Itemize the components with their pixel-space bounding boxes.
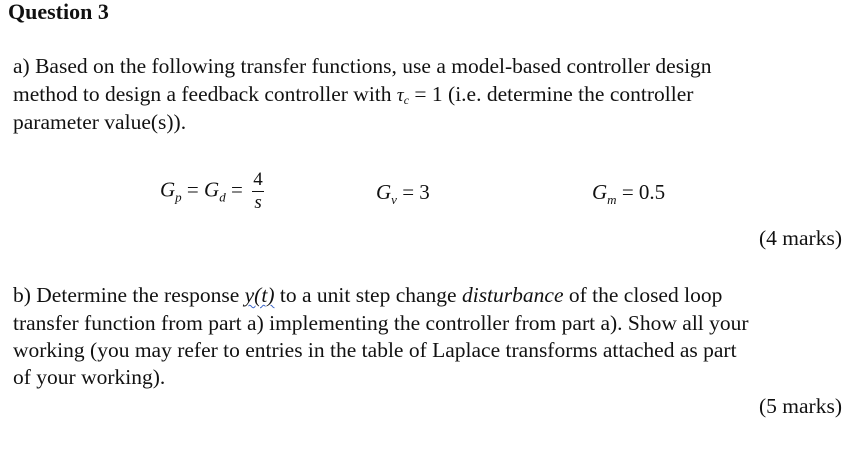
part-b-line-1-pre: b) Determine the response — [13, 283, 245, 307]
part-b-line-3: working (you may refer to entries in the table of Laplace transforms attached as part — [13, 338, 737, 362]
part-b-line-2: transfer function from part a) implementing the controller from part a). Show all your — [13, 311, 749, 335]
gp-subscript: p — [175, 189, 182, 205]
gm-equation — [592, 180, 665, 208]
gp-equals: = — [181, 177, 205, 202]
tau-c-symbol — [397, 85, 409, 106]
gp-symbol: G — [160, 177, 176, 202]
part-b-marks: (5 marks) — [759, 394, 842, 418]
fraction-denominator: s — [254, 192, 262, 214]
part-a-line-3: parameter value(s)). — [13, 110, 187, 134]
response-variable: y(t) — [244, 283, 275, 307]
fraction-4-over-s — [252, 170, 264, 213]
gm-subscript: m — [607, 192, 617, 207]
gd-equals: = — [225, 177, 249, 202]
part-a-line-1: a) Based on the following transfer functions, use a model-based controller design — [13, 54, 712, 78]
part-a-line-2-post: = 1 (i.e. determine the controller — [409, 82, 694, 106]
gv-symbol: G — [376, 180, 392, 204]
gv-equation — [376, 180, 430, 208]
part-b-line-1-mid: to a unit step change — [274, 283, 462, 307]
disturbance-word: disturbance — [461, 283, 564, 307]
gd-subscript: d — [219, 189, 226, 205]
gm-symbol: G — [592, 180, 608, 204]
part-a-line-2-pre: method to design a feedback controller with — [13, 82, 397, 106]
tau-subscript: c — [403, 93, 410, 107]
part-b-line-1-post: of the closed loop — [563, 283, 723, 307]
fraction-numerator: 4 — [253, 169, 263, 190]
tau-symbol: τ — [396, 85, 404, 106]
gp-gd-equation — [160, 170, 264, 213]
gm-rhs: = 0.5 — [616, 180, 666, 204]
gd-symbol: G — [204, 177, 220, 202]
question-heading: Question 3 — [8, 0, 109, 24]
part-b-line-4: of your working). — [13, 365, 166, 389]
part-a-marks: (4 marks) — [759, 226, 842, 250]
gv-subscript: v — [391, 192, 397, 207]
gv-rhs: = 3 — [396, 180, 430, 204]
part-b-line-1 — [13, 281, 722, 309]
